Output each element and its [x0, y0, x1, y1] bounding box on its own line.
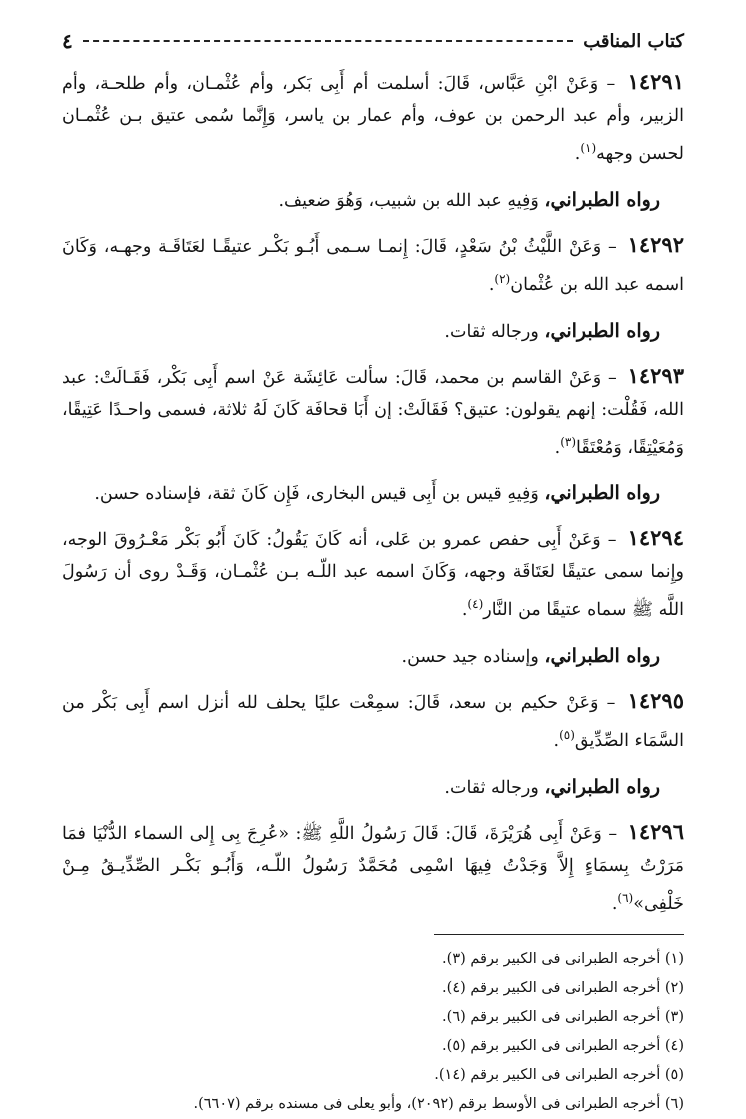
riwaya-grading: وَفِيهِ قيس بن أَبِى قيس البخارى، فَإِن كَانَ ثقة، فإسناده حسن.	[94, 484, 545, 505]
hadith-end: .	[574, 143, 581, 164]
hadith-text: – وَعَنْ حكيم بن سعد، قَالَ: سمِعْت عليًا يحلف لله أنزل اسم أَبِى بَكْر من السَّمَاء الصِّدِّيق	[62, 693, 684, 752]
footnote-4: (٤) أخرجه الطبرانى فى الكبير برقم (٥).	[442, 1037, 684, 1054]
riwaya-14293	[62, 477, 684, 510]
hadith-text: – وَعَنْ أَبِى هُرَيْرَةَ، قَالَ: قَالَ رَسُولُ اللَّهِ ﷺ: «عُرِجَ بِى إِلى السماء الدُّنْيَا فمَا مَرَرْتُ بِسمَاءٍ إِلاَّ وَجَدْتُ فِيهَا اسْمِى مُحَمَّدٌ رَسُولُ اللّـه، وَأَبُـو بَكْـر الصِّدِّيـقُ مِـنْ خَلْفِى»	[62, 824, 684, 914]
hadith-number: ١٤٢٩٣	[627, 362, 684, 388]
footnote-ref: (٢)	[494, 271, 511, 286]
riwaya-grading: وَفِيهِ عبد الله بن شبيب، وَهُوَ ضعيف.	[278, 190, 545, 211]
hadith-14292	[62, 229, 684, 301]
hadith-14294	[62, 522, 684, 626]
footnote-6: (٦) أخرجه الطبرانى فى الأوسط برقم (٢٠٩٢)، وأبو يعلى فى مسنده برقم (٦٦٠٧).	[193, 1095, 684, 1112]
footnote-ref: (٦)	[617, 891, 634, 906]
hadith-end: .	[553, 731, 560, 752]
riwaya-grading: ورجاله ثقات.	[444, 778, 545, 799]
main-text	[62, 66, 684, 920]
book-title: كتاب المناقب	[583, 30, 684, 52]
hadith-end: .	[611, 893, 618, 914]
footnote-3: (٣) أخرجه الطبرانى فى الكبير برقم (٦).	[442, 1008, 684, 1025]
riwaya-14295	[62, 771, 684, 804]
riwaya-source: رواه الطبراني،	[544, 319, 660, 342]
hadith-number: ١٤٢٩٦	[627, 819, 684, 845]
running-header	[62, 28, 684, 54]
footnote-ref: (١)	[580, 141, 597, 155]
riwaya-grading: ورجاله ثقات.	[444, 321, 545, 342]
hadith-number: ١٤٢٩١	[627, 69, 684, 94]
footnote-2: (٢) أخرجه الطبرانى فى الكبير برقم (٤).	[442, 979, 684, 996]
footnote-divider	[434, 934, 684, 935]
hadith-number: ١٤٢٩٥	[627, 688, 684, 714]
hadith-14291	[62, 66, 684, 170]
footnote-5: (٥) أخرجه الطبرانى فى الكبير برقم (١٤).	[434, 1066, 684, 1083]
header-dashed-rule	[83, 40, 573, 42]
riwaya-source: رواه الطبراني،	[544, 776, 660, 799]
page-number: ٤	[62, 29, 73, 53]
hadith-end: .	[554, 437, 561, 458]
riwaya-grading: وإسناده جيد حسن.	[401, 647, 545, 668]
riwaya-14292	[62, 315, 684, 348]
hadith-end: .	[488, 274, 495, 295]
hadith-text: – وَعَنْ أَبِى حفص عمرو بن عَلى، أنه كَانَ يَقُولُ: كَانَ أَبُو بَكْر مَعْـرُوقَ الوجه، وإِنما سمى عتيقًا لعَتَاقَة وجهه، وَكَانَ اسمه عبد اللّـه بـن عُثْمـان، وَقَـدْ روى أن رَسُولَ اللَّه ﷺ سماه عتيقًا من النَّار	[62, 530, 684, 621]
riwaya-14291	[62, 184, 684, 217]
hadith-text: – وَعَنْ اللَّيْثُ بْنُ سَعْدٍ، قَالَ: إِنمـا سـمى أَبُـو بَكْـر عتيقًـا لعَتَاقَـة وجهـه، وَكَانَ اسمه عبد الله بن عُثْمان	[62, 236, 684, 295]
footnote-1: (١) أخرجه الطبرانى فى الكبير برقم (٣).	[442, 950, 684, 967]
footnote-ref: (٥)	[559, 728, 575, 743]
hadith-text: – وَعَنْ ابْنِ عَبَّاس، قَالَ: أسلمت أم أَبِى بَكر، وأم عُثْمـان، وأم طلحـة، وأم الزبير، وأم عبد الرحمن بن عوف، وأم عمار بن ياسر، وَإِنَّما سُمى عتيق بـن عُثْمـان لحسن وجهه	[62, 74, 684, 164]
hadith-14296	[62, 816, 684, 920]
hadith-14295	[62, 685, 684, 757]
hadith-number: ١٤٢٩٢	[627, 231, 684, 257]
riwaya-source: رواه الطبراني،	[544, 188, 660, 211]
hadith-14293	[62, 360, 684, 464]
riwaya-14294	[62, 640, 684, 673]
riwaya-source: رواه الطبراني،	[544, 482, 660, 505]
footnote-ref: (٤)	[467, 597, 484, 612]
riwaya-source: رواه الطبراني،	[544, 645, 660, 668]
hadith-text: – وَعَنْ القاسم بن محمد، قَالَ: سألت عَائِشَة عَنْ اسم أَبِى بَكْر، فَقَـالَتْ: عبد الله، فَقُلْت: إنهم يقولون: عتيق؟ فَقَالَتْ: إن أَبَا قحافَة كَانَ لَهُ ثلاثة، فسمى واحـدًا عَتِيقًا، وَمُعَيْتِقًا، وَمُعْتَقًا	[62, 367, 684, 458]
hadith-end: .	[461, 600, 468, 621]
footnote-ref: (٣)	[560, 434, 577, 449]
footnotes	[62, 945, 684, 1119]
hadith-number: ١٤٢٩٤	[627, 525, 684, 551]
